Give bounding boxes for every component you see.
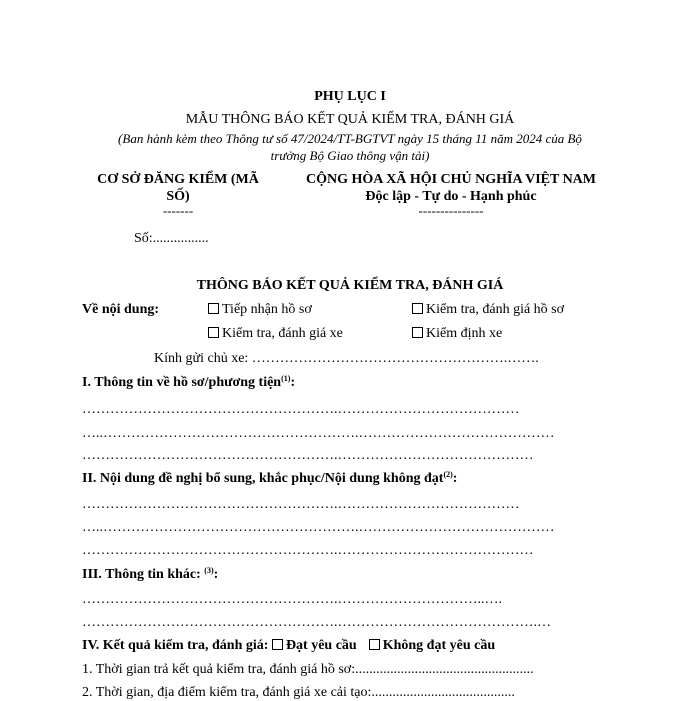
section1-line[interactable]: ……………………………………………….……………………………………: [82, 448, 534, 463]
nation-rule: ---------------: [418, 203, 484, 218]
option-inspection[interactable]: [412, 326, 502, 342]
agency-name-line1: CƠ SỞ ĐĂNG KIỂM (MÃ: [97, 172, 259, 187]
checkbox-icon: [272, 639, 283, 650]
checkbox-icon: [208, 327, 219, 338]
recipient-line: Kính gửi chủ xe: ……………………………………………….…….: [154, 351, 539, 366]
checkbox-icon: [369, 639, 380, 650]
checkbox-icon: [412, 303, 423, 314]
document-number: Số:................: [134, 231, 209, 246]
section2-title: [82, 470, 457, 487]
appendix-subtitle: MẪU THÔNG BÁO KẾT QUẢ KIỂM TRA, ĐÁNH GIÁ: [185, 112, 515, 127]
result-fail-label: Không đạt yêu cầu: [382, 638, 496, 653]
result-fail[interactable]: [369, 638, 495, 653]
option-receive[interactable]: [208, 302, 312, 318]
result-item-1: 1. Thời gian trả kết quả kiểm tra, đánh giá hồ sơ:...................................................: [82, 662, 534, 677]
section3-line[interactable]: ……………………………………………….…………………………..….: [82, 592, 502, 607]
result-pass-label: Đạt yêu cầu: [285, 638, 357, 653]
issued-line-2: trưởng Bộ Giao thông vận tải): [270, 148, 430, 163]
section3-title-text: III. Thông tin khác:: [82, 567, 205, 582]
checkbox-icon: [208, 303, 219, 314]
section4-title: [82, 638, 495, 654]
section2-colon: :: [452, 471, 458, 486]
section2-line[interactable]: ……………………………………………….…………………………………: [82, 497, 520, 512]
section1-line[interactable]: ……………………………………………….…………………………………: [82, 402, 520, 417]
agency-name-line2: SỐ): [166, 189, 190, 204]
section1-colon: :: [290, 375, 296, 390]
option-review-vehicle[interactable]: [208, 326, 343, 342]
section3-line[interactable]: ……………………………………………….…………………………………….…: [82, 615, 551, 630]
section1-title-text: I. Thông tin về hồ sơ/phương tiện: [82, 375, 282, 390]
content-label: Về nội dung:: [82, 302, 160, 317]
section1-footnote: (1): [281, 374, 291, 383]
section4-title-text: IV. Kết quả kiểm tra, đánh giá:: [82, 638, 272, 653]
option-review-dossier[interactable]: [412, 302, 564, 318]
appendix-title: PHỤ LỤC I: [314, 89, 386, 104]
section2-title-text: II. Nội dung đề nghị bổ sung, khắc phục/Nội dung không đạt: [82, 471, 444, 486]
notice-title: THÔNG BÁO KẾT QUẢ KIỂM TRA, ĐÁNH GIÁ: [196, 278, 504, 293]
result-item-2: 2. Thời gian, địa điểm kiểm tra, đánh giá xe cải tạo:.........................................: [82, 685, 515, 700]
section2-line[interactable]: ……………………………………………….……………………………………: [82, 543, 534, 558]
section2-footnote: (2): [443, 470, 453, 479]
section2-line[interactable]: …..……………………………………………….……………………………………: [82, 520, 555, 535]
option-receive-label: Tiếp nhận hồ sơ: [222, 302, 312, 317]
nation-motto: Độc lập - Tự do - Hạnh phúc: [365, 189, 537, 204]
section3-colon: :: [213, 567, 219, 582]
section1-title: [82, 374, 295, 391]
issued-line-1: (Ban hành kèm theo Thông tư số 47/2024/TT-BGTVT ngày 15 tháng 11 năm 2024 của Bộ: [118, 131, 582, 146]
nation-title: CỘNG HÒA XÃ HỘI CHỦ NGHĨA VIỆT NAM: [305, 172, 596, 187]
section3-footnote: (3): [204, 566, 214, 575]
option-review-vehicle-label: Kiểm tra, đánh giá xe: [222, 326, 343, 341]
option-review-dossier-label: Kiểm tra, đánh giá hồ sơ: [426, 302, 565, 317]
section1-line[interactable]: …..……………………………………………….……………………………………: [82, 426, 555, 441]
section3-title: [82, 566, 218, 583]
checkbox-icon: [412, 327, 423, 338]
option-inspection-label: Kiểm định xe: [426, 326, 503, 341]
result-pass[interactable]: [272, 638, 357, 653]
agency-rule: -------: [162, 203, 194, 218]
